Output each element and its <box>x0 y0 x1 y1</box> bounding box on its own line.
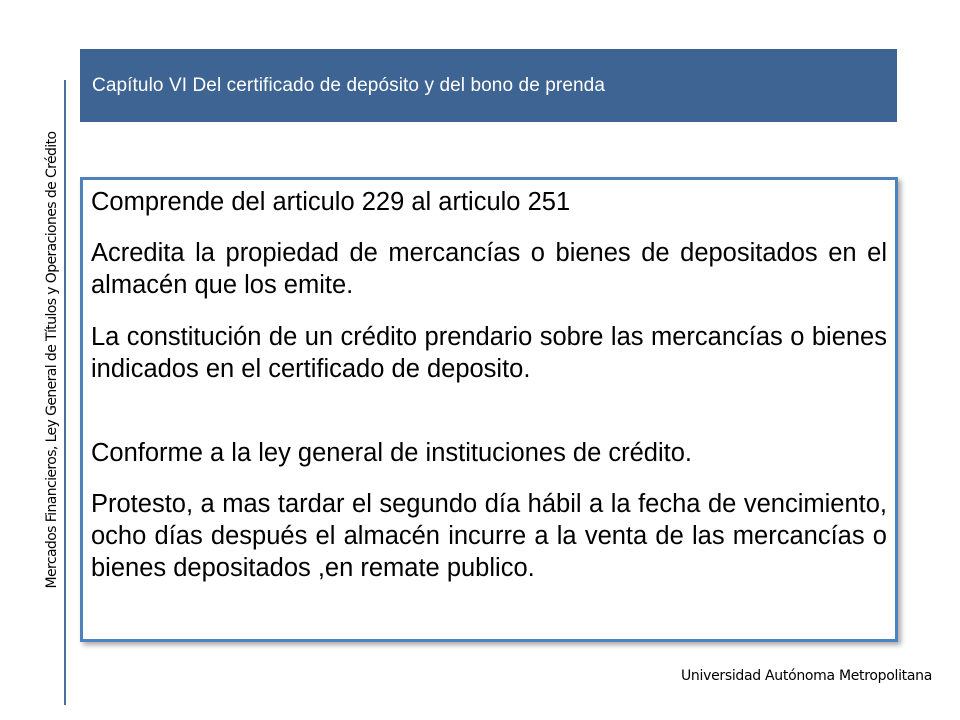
paragraph-3: La constitución de un crédito prendario sobre las mercancías o bienes indicados en el certificado de deposito. <box>91 323 887 383</box>
paragraph-1: Comprende del articulo 229 al articulo 251 <box>91 188 571 216</box>
side-rule <box>64 80 66 705</box>
paragraph-5: Protesto, a mas tardar el segundo día hábil a la fecha de vencimiento, ocho días después el almacén incurre a la venta de las mercancías o bienes depositados ,en remate publico. <box>91 490 887 582</box>
header-bar <box>80 49 897 122</box>
content-box <box>80 177 898 642</box>
slide-title: Capítulo VI Del certificado de depósito y del bono de prenda <box>92 75 605 96</box>
footer-label: Universidad Autónoma Metropolitana <box>680 668 932 684</box>
side-label: Mercados Financieros, Ley General de Títulos y Operaciones de Crédito <box>44 131 60 589</box>
paragraph-2: Acredita la propiedad de mercancías o bienes de depositados en el almacén que los emite. <box>91 239 887 299</box>
paragraph-4: Conforme a la ley general de instituciones de crédito. <box>91 439 693 467</box>
